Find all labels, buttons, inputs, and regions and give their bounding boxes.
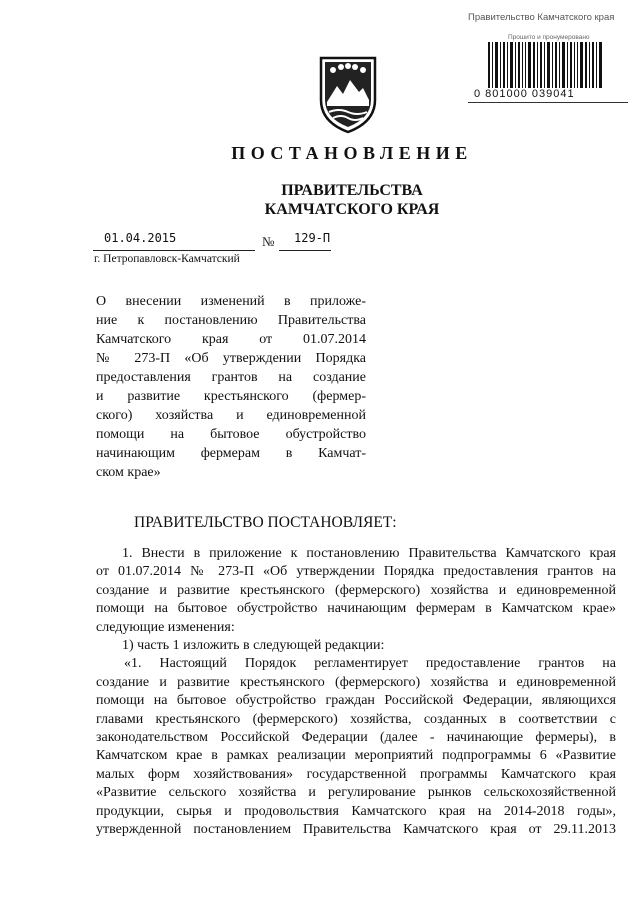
subject-line: Камчатского края от 01.07.2014 bbox=[96, 332, 366, 347]
subject-block bbox=[96, 292, 366, 482]
city-line: г. Петропавловск-Камчатский bbox=[94, 253, 240, 265]
stamp-sub-line: Прошито и пронумеровано bbox=[508, 34, 590, 41]
org-line-1: ПРАВИТЕЛЬСТВА bbox=[281, 182, 423, 199]
number-underline bbox=[279, 250, 331, 251]
org-line-2: КАМЧАТСКОГО КРАЯ bbox=[264, 201, 440, 218]
body-line: помощи на бытовое обустройство начинающим фермерам в Камчатском крае» bbox=[96, 601, 616, 617]
body-line: следующие изменения: bbox=[96, 619, 235, 635]
subject-line: ском крае» bbox=[96, 465, 161, 480]
body-line: малых форм хозяйствования» государственной программы Камчатского края bbox=[96, 766, 616, 782]
subject-line: помощи на бытовое обустройство bbox=[96, 427, 366, 442]
subject-line: О внесении изменений в приложе- bbox=[96, 294, 366, 309]
barcode-icon bbox=[488, 42, 604, 88]
kamchatka-emblem-icon bbox=[319, 56, 377, 134]
body-line: создание и развитие крестьянского (фермерского) хозяйства и единовременной bbox=[96, 582, 616, 598]
decree-heading: ПРАВИТЕЛЬСТВО ПОСТАНОВЛЯЕТ: bbox=[134, 514, 397, 531]
stamp-org-line: Правительство Камчатского края bbox=[468, 12, 615, 23]
body-line: помощи на бытовое обустройство граждан Российской Федерации, являющихся bbox=[96, 693, 616, 709]
subject-line: ние к постановлению Правительства bbox=[96, 313, 366, 328]
body-line: продукции, сырья и продовольствия Камчатского края на 2014-2018 годы», bbox=[96, 803, 616, 819]
body-line: главами крестьянского (фермерского) хозяйства, созданных в соответствии с bbox=[96, 711, 616, 727]
subject-line: начинающим фермерам в Камчат- bbox=[96, 446, 366, 461]
body-line: 1. Внести в приложение к постановлению Правительства Камчатского края bbox=[122, 546, 616, 561]
body-line: «1. Настоящий Порядок регламентирует предоставление грантов на bbox=[124, 656, 616, 672]
number-label: № bbox=[262, 234, 275, 249]
body-line: Камчатском крае в рамках реализации мероприятий подпрограммы 6 «Развитие bbox=[96, 748, 616, 764]
document-date: 01.04.2015 bbox=[104, 231, 177, 245]
body-line: 1) часть 1 изложить в следующей редакции: bbox=[122, 638, 385, 654]
document-title: ПОСТАНОВЛЕНИЕ bbox=[231, 143, 473, 163]
body-line: утвержденной постановлением Правительства Камчатского края от 29.11.2013 bbox=[96, 822, 616, 838]
subject-line: и развитие крестьянского (фермер- bbox=[96, 389, 366, 404]
body-text bbox=[96, 545, 616, 840]
document-number: 129-П bbox=[294, 231, 331, 245]
body-line: создание и развитие крестьянского (фермерского) хозяйства и единовременной bbox=[96, 674, 616, 690]
body-line: законодательством Российской Федерации (далее - начинающие фермеры), в bbox=[96, 730, 616, 746]
stamp-underline bbox=[468, 102, 628, 103]
subject-line: предоставления грантов на создание bbox=[96, 370, 366, 385]
subject-line: № 273-П «Об утверждении Порядка bbox=[96, 351, 366, 366]
body-line: от 01.07.2014 № 273-П «Об утверждении Порядка предоставления грантов на bbox=[96, 564, 616, 580]
barcode-number: 0 801000 039041 bbox=[474, 88, 575, 100]
subject-line: ского) хозяйства и единовременной bbox=[96, 408, 366, 423]
body-line: «Развитие сельского хозяйства и регулирование рынков сельскохозяйственной bbox=[96, 785, 616, 801]
date-underline bbox=[93, 250, 255, 251]
registration-stamp bbox=[468, 12, 630, 104]
